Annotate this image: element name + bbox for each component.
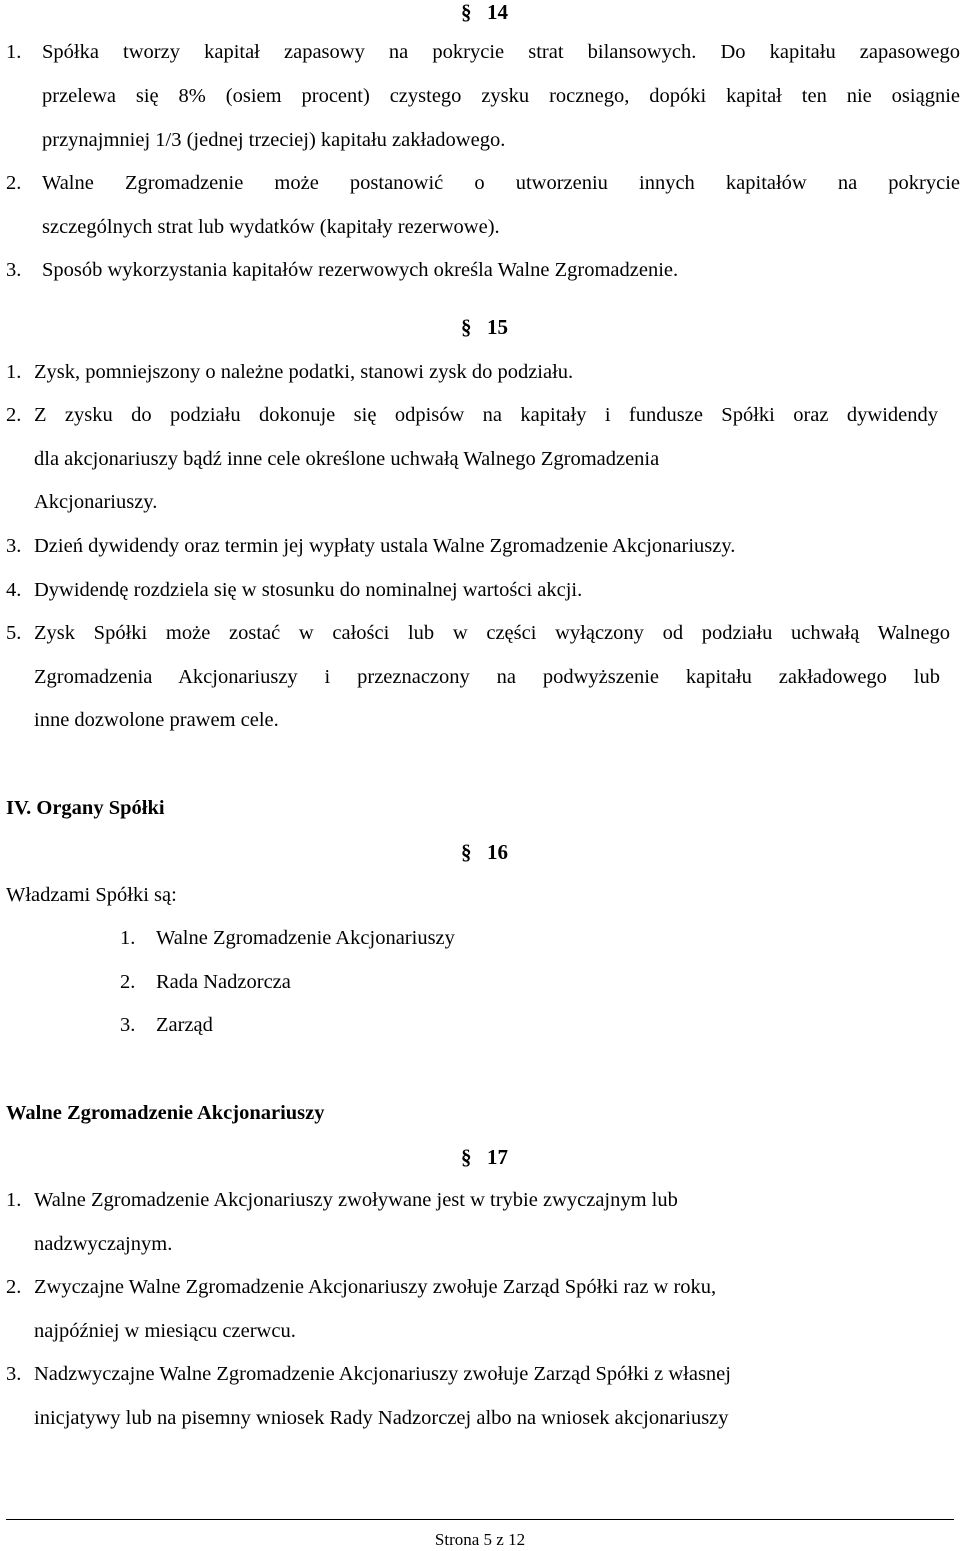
item-number: 3. (6, 259, 22, 281)
list-item: Walne Zgromadzenie Akcjonariuszy (156, 927, 455, 949)
paragraph-line: Walne Zgromadzenie może postanowić o utworzeniu innych kapitałów na pokrycie (42, 172, 960, 194)
section-number: 14 (487, 0, 508, 24)
item-number: 2. (6, 172, 22, 194)
chapter-heading: IV. Organy Spółki (6, 797, 165, 819)
section-number: 16 (487, 840, 508, 864)
page-number-footer: Strona 5 z 12 (434, 1530, 526, 1549)
paragraph-line: Sposób wykorzystania kapitałów rezerwowych określa Walne Zgromadzenie. (42, 259, 679, 281)
paragraph-line: dla akcjonariuszy bądź inne cele określone uchwałą Walnego Zgromadzenia (34, 448, 660, 470)
list-item-number: 3. (120, 1014, 136, 1036)
item-number: 5. (6, 622, 22, 644)
item-number: 3. (6, 1363, 22, 1385)
section-symbol: § (461, 840, 472, 864)
footer-rule (6, 1519, 954, 1520)
paragraph-line: Zysk Spółki może zostać w całości lub w części wyłączony od podziału uchwałą Walnego (34, 622, 950, 644)
section-16-heading (461, 840, 508, 865)
paragraph-line: inne dozwolone prawem cele. (34, 709, 279, 731)
section-15-heading (461, 315, 508, 340)
section-symbol: § (461, 0, 472, 24)
paragraph-line: Dzień dywidendy oraz termin jej wypłaty ustala Walne Zgromadzenie Akcjonariuszy. (34, 535, 736, 557)
paragraph-line: nadzwyczajnym. (34, 1233, 173, 1255)
paragraph-line: najpóźniej w miesiącu czerwcu. (34, 1320, 296, 1342)
paragraph-line: Akcjonariuszy. (34, 491, 158, 513)
paragraph-line: Dywidendę rozdziela się w stosunku do nominalnej wartości akcji. (34, 579, 583, 601)
paragraph-line: Zysk, pomniejszony o należne podatki, stanowi zysk do podziału. (34, 361, 574, 383)
section-17-heading (461, 1145, 508, 1170)
subsection-heading: Walne Zgromadzenie Akcjonariuszy (6, 1102, 325, 1124)
item-number: 1. (6, 361, 22, 383)
list-item: Rada Nadzorcza (156, 971, 291, 993)
item-number: 2. (6, 404, 22, 426)
list-item-number: 2. (120, 971, 136, 993)
section-symbol: § (461, 315, 472, 339)
section-number: 15 (487, 315, 508, 339)
paragraph-line: przelewa się 8% (osiem procent) czystego zysku rocznego, dopóki kapitał ten nie osiągnie (42, 85, 960, 107)
paragraph-line: Zwyczajne Walne Zgromadzenie Akcjonariuszy zwołuje Zarząd Spółki raz w roku, (34, 1276, 717, 1298)
paragraph-line: inicjatywy lub na pisemny wniosek Rady Nadzorczej albo na wniosek akcjonariuszy (34, 1407, 729, 1429)
paragraph-line: Z zysku do podziału dokonuje się odpisów na kapitały i fundusze Spółki oraz dywidendy (34, 404, 938, 426)
paragraph-line: Spółka tworzy kapitał zapasowy na pokrycie strat bilansowych. Do kapitału zapasowego (42, 41, 960, 63)
section-number: 17 (487, 1145, 508, 1169)
section-14-heading (461, 0, 508, 25)
list-item-number: 1. (120, 927, 136, 949)
list-item: Zarząd (156, 1014, 213, 1036)
section-symbol: § (461, 1145, 472, 1169)
item-number: 2. (6, 1276, 22, 1298)
intro-text: Władzami Spółki są: (6, 884, 177, 906)
paragraph-line: Nadzwyczajne Walne Zgromadzenie Akcjonariuszy zwołuje Zarząd Spółki z własnej (34, 1363, 731, 1385)
item-number: 1. (6, 1189, 22, 1211)
paragraph-line: Zgromadzenia Akcjonariuszy i przeznaczony na podwyższenie kapitału zakładowego lub (34, 666, 940, 688)
paragraph-line: Walne Zgromadzenie Akcjonariuszy zwoływane jest w trybie zwyczajnym lub (34, 1189, 678, 1211)
paragraph-line: przynajmniej 1/3 (jednej trzeciej) kapitału zakładowego. (42, 129, 506, 151)
item-number: 4. (6, 579, 22, 601)
item-number: 1. (6, 41, 22, 63)
paragraph-line: szczególnych strat lub wydatków (kapitały rezerwowe). (42, 216, 500, 238)
item-number: 3. (6, 535, 22, 557)
